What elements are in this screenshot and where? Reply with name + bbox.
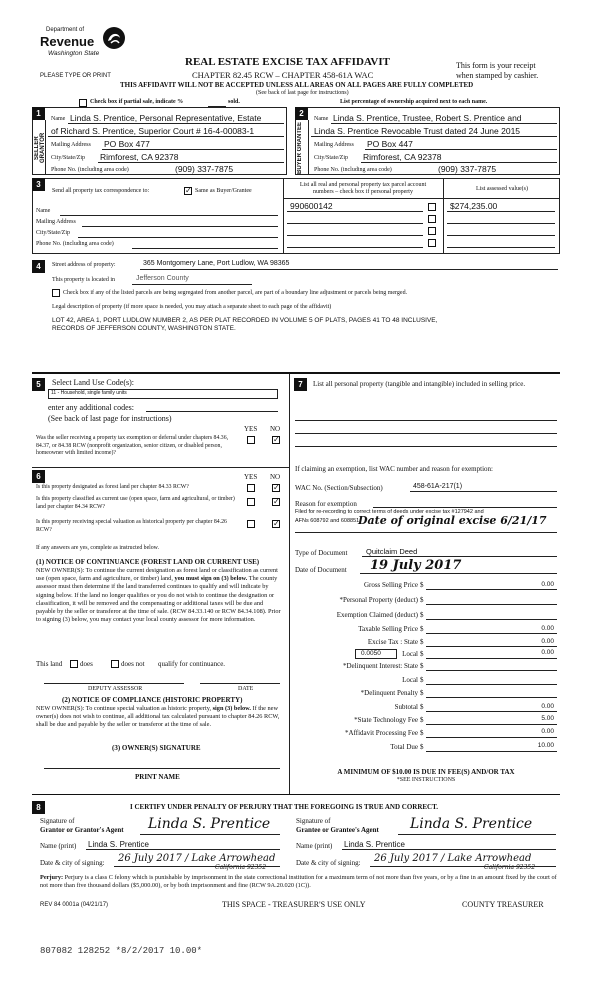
seller-mailing[interactable]: PO Box 477 bbox=[104, 139, 150, 149]
rev-number: REV 84 0001a (04/21/17) bbox=[40, 902, 109, 908]
grantor-signature[interactable]: Linda S. Prentice bbox=[148, 816, 271, 832]
historical-question: Is this property receiving special valuation as historical property per chapter 84.26 RCW? bbox=[36, 519, 227, 533]
affidavit-fee-dollar: $ bbox=[420, 729, 424, 737]
buyer-phone[interactable]: (909) 337-7875 bbox=[438, 164, 497, 174]
seller-grantor-label: SELLER GRANTOR bbox=[34, 132, 46, 164]
tech-fee-label: *State Technology Fee bbox=[354, 716, 418, 724]
grantor-date-city[interactable]: 26 July 2017 / Lake Arrowhead bbox=[118, 853, 276, 864]
penalty-label: *Delinquent Penalty bbox=[360, 689, 418, 697]
grantor-name-print[interactable]: Linda S. Prentice bbox=[88, 840, 149, 849]
perjury-notice bbox=[40, 874, 558, 890]
exemption-question: Was the seller receiving a property tax exemption or deferral under chapters 84.36, 84.37, or 84.38 RCW (nonprofit organization, senior citizen, or disabled person, homeowner with limited income)? bbox=[36, 435, 229, 456]
grantee-sig-label2: Grantee or Grantee's Agent bbox=[296, 826, 379, 834]
segregated-checkbox[interactable] bbox=[52, 289, 60, 297]
buyer-mailing-label: Mailing Address bbox=[314, 142, 354, 148]
s3-city-label: City/State/Zip bbox=[36, 230, 70, 236]
notice-continuance-text bbox=[36, 567, 281, 624]
current-use-yes-checkbox[interactable] bbox=[247, 498, 255, 506]
penalty-dollar: $ bbox=[420, 689, 424, 697]
personal-property-label: List all personal property (tangible and intangible) included in selling price. bbox=[313, 380, 526, 388]
parcel-header-line1: List all real and personal property tax parcel account bbox=[299, 182, 427, 188]
same-as-buyer-checkbox[interactable] bbox=[184, 187, 192, 195]
legal-description-label: Legal description of property (if more space is needed, you may attach a separate sheet to each page of the affidavit) bbox=[52, 304, 332, 310]
buyer-city[interactable]: Rimforest, CA 92378 bbox=[363, 152, 442, 162]
county-treasurer: COUNTY TREASURER bbox=[462, 900, 544, 909]
buyer-name-line2[interactable]: Linda S. Prentice Revocable Trust dated 24 June 2015 bbox=[314, 126, 521, 136]
perjury-text: Perjury is a class C felony which is punishable by imprisonment in the state correctional institution for a maximum term of not more than five years, or by a fine in an amount fixed by the court of not more than five thousand dollars ($5,000.00), or by both imprisonment and fine (RCW 9A.20.020 (1C)). bbox=[40, 874, 557, 889]
segregated-label: Check box if any of the listed parcels are being segregated from another parcel, are part of a boundary line adjustment or parcels being merged. bbox=[63, 290, 408, 296]
qualify-label: qualify for continuance. bbox=[158, 660, 226, 668]
notice-compliance-p1: NEW OWNER(S): To continue special valuation as historic property, bbox=[36, 705, 212, 712]
forest-question: Is this property designated as forest land per chapter 84.33 RCW? bbox=[36, 484, 189, 490]
assessed-value[interactable]: $274,235.00 bbox=[450, 201, 498, 211]
seller-city[interactable]: Rimforest, CA 92378 bbox=[100, 152, 179, 162]
sold-label: sold. bbox=[228, 99, 240, 105]
seller-name-line1[interactable]: Linda S. Prentice, Personal Representative, Estate bbox=[70, 113, 262, 123]
please-type: PLEASE TYPE OR PRINT bbox=[40, 73, 111, 79]
legal-description-line1[interactable]: LOT 42, AREA 1, PORT LUDLOW NUMBER 2, AS PER PLAT RECORDED IN VOLUME 5 OF PLATS, PAGES 41 TO 48 INCLUSIVE, bbox=[52, 317, 438, 324]
taxable-dollar: $ bbox=[420, 625, 424, 633]
gross-label: Gross Selling Price bbox=[363, 581, 418, 589]
affidavit-fee-value[interactable]: 0.00 bbox=[541, 728, 554, 735]
notice-compliance-text bbox=[36, 705, 281, 730]
does-label: does bbox=[80, 660, 93, 668]
notice-continuance-p2: The county assessor must then determine if the land transferred continues to qualify and will indicate by signing below. If the land no longer qualifies or you do not wish to continue the designation or classification, it will be removed and the compensating or additional taxes will be due and payable by the seller or transferor at the time of sale. (RCW 84.33.140 or RCW 84.34.108). Prior to signing (3) below, you may contact your local county assessor for more information. bbox=[36, 575, 281, 624]
tech-fee-dollar: $ bbox=[420, 716, 424, 724]
land-use-label: Select Land Use Code(s): bbox=[52, 378, 134, 387]
located-in-label: This property is located in bbox=[52, 277, 115, 283]
reason-text2[interactable]: AFNs 608792 and 608851 bbox=[295, 518, 360, 524]
affidavit-fee-label: *Affidavit Processing Fee bbox=[345, 729, 418, 737]
parcel-2-personal-checkbox[interactable] bbox=[428, 215, 436, 223]
local-value[interactable]: 0.00 bbox=[541, 649, 554, 656]
receipt-line2: when stamped by cashier. bbox=[456, 71, 539, 80]
doc-type[interactable]: Quitclaim Deed bbox=[366, 547, 418, 556]
local-rate: 0.0050 bbox=[361, 650, 381, 657]
s3-mailing-label: Mailing Address bbox=[36, 219, 76, 225]
total-dollar: $ bbox=[420, 743, 424, 751]
excise-state-label: Excise Tax : State bbox=[367, 638, 418, 646]
section-7-badge: 7 bbox=[294, 378, 307, 391]
parcel-number[interactable]: 990600142 bbox=[290, 201, 333, 211]
grantee-name-print-label: Name (print) bbox=[296, 842, 333, 850]
handwritten-original-date-note: Date of original excise 6/21/17 bbox=[358, 514, 547, 527]
local-dollar: $ bbox=[420, 650, 424, 658]
wac-value[interactable]: 458-61A-217(1) bbox=[413, 483, 463, 490]
buyer-mailing[interactable]: PO Box 447 bbox=[367, 139, 413, 149]
gross-dollar: $ bbox=[420, 581, 424, 589]
notice-compliance-bold: sign (3) below. bbox=[212, 705, 251, 712]
seller-phone-label: Phone No. (including area code) bbox=[51, 167, 129, 173]
delinquent-state-label: *Delinquent Interest: State bbox=[342, 662, 418, 670]
section-4-badge: 4 bbox=[32, 260, 45, 273]
grantor-sig-label2: Grantor or Grantor's Agent bbox=[40, 826, 124, 834]
form-title: REAL ESTATE EXCISE TAX AFFIDAVIT bbox=[185, 56, 390, 68]
not-accepted-notice: THIS AFFIDAVIT WILL NOT BE ACCEPTED UNLESS ALL AREAS ON ALL PAGES ARE FULLY COMPLETED bbox=[120, 81, 474, 89]
s5-yes-header: YES bbox=[244, 425, 258, 433]
subtotal-dollar: $ bbox=[420, 703, 424, 711]
excise-state-value[interactable]: 0.00 bbox=[541, 638, 554, 645]
does-not-label: does not bbox=[121, 660, 145, 668]
same-as-buyer-label: Same as Buyer/Grantee bbox=[195, 188, 252, 194]
parcel-4-personal-checkbox[interactable] bbox=[428, 239, 436, 247]
s3-phone-label: Phone No. (including area code) bbox=[36, 241, 114, 247]
delinquent-local-dollar: $ bbox=[420, 676, 424, 684]
seller-phone[interactable]: (909) 337-7875 bbox=[175, 164, 234, 174]
notice-continuance-bold: you must sign on (3) below. bbox=[174, 575, 248, 583]
grantor-date-city-label: Date & city of signing: bbox=[40, 859, 105, 867]
reason-label: Reason for exemption bbox=[295, 500, 357, 508]
buyer-city-label: City/State/Zip bbox=[314, 155, 348, 161]
notice-continuance-p1: NEW OWNER(S): To continue the current designation as forest land or classification as current use (open space, farm and agriculture, or timber) land, bbox=[36, 567, 278, 583]
partial-sale-checkbox[interactable] bbox=[79, 99, 87, 107]
current-use-no-checkbox[interactable] bbox=[272, 498, 280, 506]
subtotal-label: Subtotal bbox=[394, 703, 418, 711]
assessed-header: List assessed value(s) bbox=[476, 186, 528, 192]
local-label: Local bbox=[402, 650, 418, 658]
reason-text1[interactable]: Filed for re-recording to correct terms of deeds under excise tax #127942 and bbox=[295, 509, 484, 515]
taxable-label: Taxable Selling Price bbox=[358, 625, 418, 633]
section-6-badge: 6 bbox=[32, 470, 45, 483]
perjury-bold: Perjury: bbox=[40, 874, 64, 881]
total-value[interactable]: 10.00 bbox=[537, 742, 554, 749]
grantor-zip: California 92352 bbox=[215, 864, 267, 871]
owner-signature-label: (3) OWNER(S) SIGNATURE bbox=[112, 744, 201, 752]
see-back-header: (See back of last page for instructions) bbox=[256, 90, 349, 96]
revenue-swirl-icon bbox=[102, 26, 126, 50]
section-3-badge: 3 bbox=[32, 178, 45, 191]
gross-value[interactable]: 0.00 bbox=[541, 581, 554, 588]
treasurer-use-only: THIS SPACE - TREASURER'S USE ONLY bbox=[222, 900, 366, 909]
section-5-badge: 5 bbox=[32, 378, 45, 391]
forest-no-checkbox[interactable] bbox=[272, 484, 280, 492]
s5-see-back: (See back of last page for instructions) bbox=[48, 414, 172, 423]
taxable-value[interactable]: 0.00 bbox=[541, 625, 554, 632]
exemption-dollar: $ bbox=[420, 611, 424, 619]
s6-yes-header: YES bbox=[244, 473, 258, 481]
total-label: Total Due bbox=[390, 743, 418, 751]
exemption-deduct-label: Exemption Claimed (deduct) bbox=[336, 611, 418, 619]
historical-no-checkbox[interactable] bbox=[272, 520, 280, 528]
buyer-name-label: Name bbox=[314, 116, 329, 122]
wac-label: WAC No. (Section/Subsection) bbox=[295, 484, 383, 492]
s3-name-label: Name bbox=[36, 208, 51, 214]
tech-fee-value[interactable]: 5.00 bbox=[541, 715, 554, 722]
delinquent-local-label: Local bbox=[402, 676, 418, 684]
deputy-date-label: DATE bbox=[238, 686, 254, 692]
minimum-due-line1: A MINIMUM OF $10.00 IS DUE IN FEE(S) AND/OR TAX bbox=[337, 768, 515, 776]
grantee-date-city[interactable]: 26 July 2017 / Lake Arrowhead bbox=[374, 853, 532, 864]
grantee-zip: California 92352 bbox=[484, 864, 536, 871]
revenue-logo bbox=[40, 26, 130, 66]
deputy-assessor-label: DEPUTY ASSESSOR bbox=[88, 686, 143, 692]
parcel-3-personal-checkbox[interactable] bbox=[428, 227, 436, 235]
notice-continuance-title: (1) NOTICE OF CONTINUANCE (FOREST LAND OR CURRENT USE) bbox=[36, 558, 260, 566]
grantee-name-print[interactable]: Linda S. Prentice bbox=[344, 840, 405, 849]
section-divider bbox=[32, 372, 560, 374]
this-land-label: This land bbox=[36, 660, 63, 668]
logo-department: Department of bbox=[46, 27, 85, 33]
s6-no-header: NO bbox=[270, 473, 281, 481]
send-correspondence-label: Send all property tax correspondence to: bbox=[52, 188, 150, 194]
seller-mailing-label: Mailing Address bbox=[51, 142, 91, 148]
street-address[interactable]: 365 Montgomery Lane, Port Ludlow, WA 98365 bbox=[143, 260, 290, 267]
buyer-name-line1[interactable]: Linda S. Prentice, Trustee, Robert S. Prentice and bbox=[333, 113, 522, 123]
seller-name-line2[interactable]: of Richard S. Prentice, Superior Court # 16-4-00083-1 bbox=[51, 126, 255, 136]
grantor-sig-label1: Signature of bbox=[40, 817, 75, 825]
excise-state-dollar: $ bbox=[420, 638, 424, 646]
receipt-line1: This form is your receipt bbox=[456, 61, 536, 70]
seller-name-label: Name bbox=[51, 116, 66, 122]
ownership-list-label: List percentage of ownership acquired next to each name. bbox=[340, 99, 488, 105]
form-chapter: CHAPTER 82.45 RCW – CHAPTER 458-61A WAC bbox=[192, 70, 374, 80]
does-checkbox[interactable] bbox=[70, 660, 78, 668]
personal-dollar: $ bbox=[420, 596, 424, 604]
exempt-yes-checkbox[interactable] bbox=[247, 436, 255, 444]
grantee-signature[interactable]: Linda S. Prentice bbox=[410, 816, 533, 832]
section-8-badge: 8 bbox=[32, 801, 45, 814]
delinquent-state-dollar: $ bbox=[420, 662, 424, 670]
minimum-due-line2: *SEE INSTRUCTIONS bbox=[396, 777, 456, 783]
buyer-phone-label: Phone No. (including area code) bbox=[314, 167, 392, 173]
buyer-grantee-label: BUYER GRANTEE bbox=[297, 121, 303, 174]
legal-description-line2[interactable]: RECORDS OF JEFFERSON COUNTY, WASHINGTON STATE. bbox=[52, 325, 236, 332]
notice-compliance-p2: If the new owner(s) does not wish to continue, all additional tax calculated pursuant to chapter 84.26 RCW, shall be due and payable by the seller or transferor at the time of sale. bbox=[36, 705, 280, 729]
doc-date-label: Date of Document bbox=[295, 566, 347, 574]
certify-perjury: I CERTIFY UNDER PENALTY OF PERJURY THAT THE FOREGOING IS TRUE AND CORRECT. bbox=[130, 803, 439, 811]
current-use-question: Is this property classified as current use (open space, farm and agricultural, or timber) land per chapter 84.34 RCW? bbox=[36, 496, 235, 510]
cashier-stamp: 807082 128252 *8/2/2017 10.00* bbox=[40, 946, 203, 956]
personal-deduct-label: *Personal Property (deduct) bbox=[339, 596, 418, 604]
additional-codes-label: enter any additional codes: bbox=[48, 403, 134, 412]
seller-city-label: City/State/Zip bbox=[51, 155, 85, 161]
exemption-intro: If claiming an exemption, list WAC number and reason for exemption: bbox=[295, 465, 493, 473]
parcel-1-personal-checkbox[interactable] bbox=[428, 203, 436, 211]
notice-compliance-title: (2) NOTICE OF COMPLIANCE (HISTORIC PROPERTY) bbox=[62, 696, 243, 704]
does-not-checkbox[interactable] bbox=[111, 660, 119, 668]
doc-type-label: Type of Document bbox=[295, 549, 348, 557]
exempt-no-checkbox[interactable] bbox=[272, 436, 280, 444]
grantee-sig-label1: Signature of bbox=[296, 817, 331, 825]
grantor-name-print-label: Name (print) bbox=[40, 842, 77, 850]
partial-sale-label: Check box if partial sale, indicate % bbox=[90, 99, 184, 105]
parcel-header-line2: numbers – check box if personal property bbox=[313, 189, 413, 195]
grantee-date-city-label: Date & city of signing: bbox=[296, 859, 361, 867]
s5-no-header: NO bbox=[270, 425, 281, 433]
subtotal-value[interactable]: 0.00 bbox=[541, 703, 554, 710]
historical-yes-checkbox[interactable] bbox=[247, 520, 255, 528]
county[interactable]: Jefferson County bbox=[136, 275, 189, 282]
doc-date[interactable]: 19 July 2017 bbox=[370, 558, 462, 573]
logo-washington: Washington State bbox=[48, 50, 100, 57]
forest-yes-checkbox[interactable] bbox=[247, 484, 255, 492]
if-yes-instruction: If any answers are yes, complete as instructed below. bbox=[36, 545, 159, 551]
logo-revenue: Revenue bbox=[40, 34, 95, 49]
print-name-label: PRINT NAME bbox=[135, 773, 180, 781]
street-address-label: Street address of property: bbox=[52, 262, 116, 268]
section-2-badge: 2 bbox=[295, 107, 308, 120]
land-use-value: 11 - Household, single family units bbox=[51, 390, 127, 396]
section-1-badge: 1 bbox=[32, 107, 45, 120]
